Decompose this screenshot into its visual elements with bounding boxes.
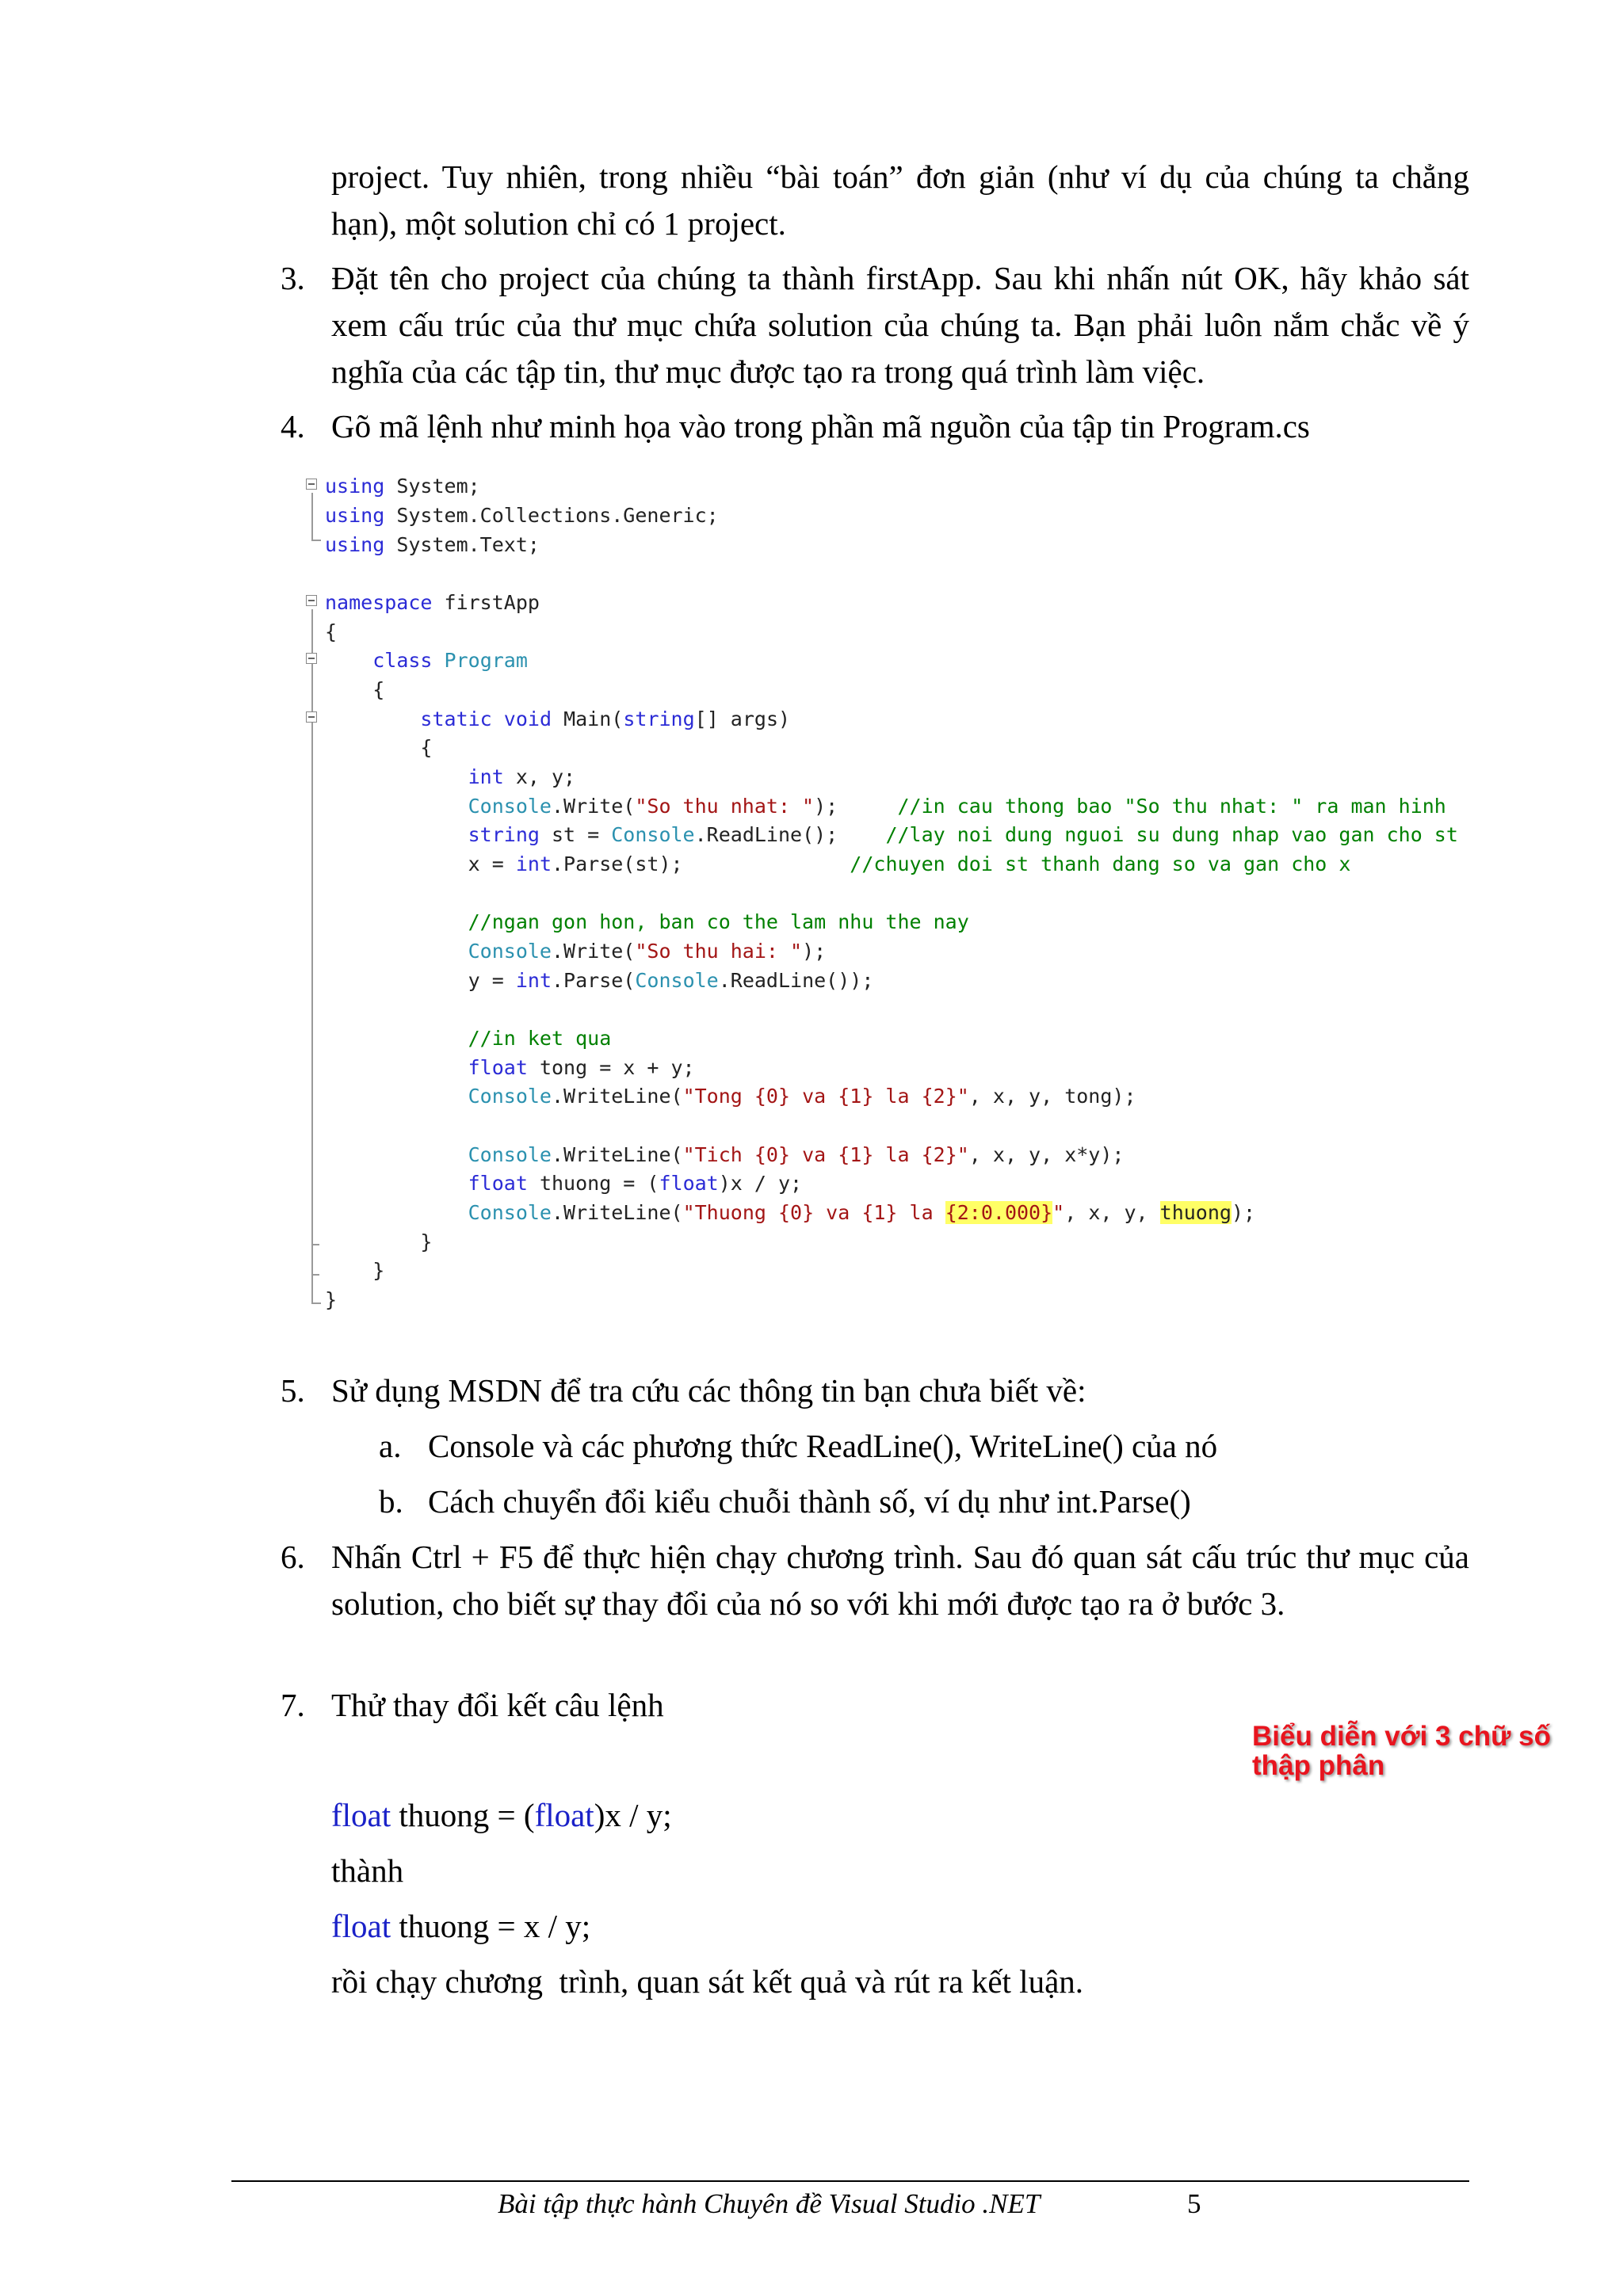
code-line: using System.Text; [325,533,540,556]
code-line: //in ket qua [468,1027,612,1050]
sub-item-letter: b. [379,1483,403,1520]
code-line: { [420,736,433,759]
footer-title: Bài tập thực hành Chuyên đề Visual Studio .NET [498,2188,1041,2219]
collapse-icon [306,479,317,490]
list-item-text: Thử thay đổi kết câu lệnh [331,1687,664,1723]
sub-item-text: Console và các phương thức ReadLine(), WriteLine() của nó [428,1428,1218,1464]
code-line: //ngan gon hon, ban co the lam nhu the nay [468,910,969,933]
code-line: int x, y; [468,765,576,788]
code-line: { [325,620,338,643]
sub-item-text: Cách chuyển đổi kiểu chuỗi thành số, ví dụ như int.Parse() [428,1483,1191,1520]
code-line: float tong = x + y; [468,1056,695,1079]
code-line: string st = Console.ReadLine(); //lay noi dung nguoi su dung nhap vao gan cho st [468,823,1458,846]
sub-item-letter: a. [379,1428,402,1464]
code-line: class Program [372,649,528,672]
snippet-line-1: float thuong = (float)x / y; [331,1797,672,1833]
code-line: float thuong = (float)x / y; [468,1172,803,1195]
list-item-text: Nhấn Ctrl + F5 để thực hiện chạy chương trình. Sau đó quan sát cấu trúc thư mục của solution, cho biết sự thay đổi của nó so với khi mới được tạo ra ở bước 3. [331,1539,1469,1622]
code-line: } [372,1259,385,1282]
footer-divider [231,2180,1469,2182]
code-line: { [372,678,385,701]
code-line: Console.Write("So thu nhat: "); //in cau thong bao "So thu nhat: " ra man hinh [468,795,1446,818]
list-number: 4. [281,408,305,444]
collapse-icon [306,711,317,723]
code-line: using System.Collections.Generic; [325,504,719,527]
intro-paragraph: project. Tuy nhiên, trong nhiều “bài toán” đơn giản (như ví dụ của chúng ta chẳng hạn), một solution chỉ có 1 project. [331,158,1469,242]
code-line: Console.Write("So thu hai: "); [468,940,827,963]
format-highlight: {2:0.000} [945,1201,1053,1224]
list-item-text: Gõ mã lệnh như minh họa vào trong phần mã nguồn của tập tin Program.cs [331,408,1310,444]
list-number: 7. [281,1687,305,1723]
list-item-text: Sử dụng MSDN để tra cứu các thông tin bạn chưa biết về: [331,1372,1086,1409]
code-line: } [325,1288,338,1311]
snippet-line-2: float thuong = x / y; [331,1908,591,1944]
code-line: Console.WriteLine("Tong {0} va {1} la {2}", x, y, tong); [468,1085,1136,1108]
list-number: 5. [281,1372,305,1409]
code-line: namespace firstApp [325,591,540,614]
variable-highlight: thuong [1159,1201,1232,1224]
collapse-icon [306,595,317,606]
list-item-text: Đặt tên cho project của chúng ta thành firstApp. Sau khi nhấn nút OK, hãy khảo sát xem cấu trúc của thư mục chứa solution của chúng ta. Bạn phải luôn nắm chắc về ý nghĩa của các tập tin, thư mục được tạo ra trong quá trình làm việc. [331,260,1469,390]
list-number: 6. [281,1539,305,1575]
code-line: x = int.Parse(st); //chuyen doi st thanh dang so va gan cho x [468,852,1351,875]
code-line: static void Main(string[] args) [420,707,791,730]
code-line: using System; [325,475,480,498]
conclusion-line: rồi chạy chương trình, quan sát kết quả và rút ra kết luận. [331,1963,1084,2000]
code-line: Console.WriteLine("Thuong {0} va {1} la {2:0.000}", x, y, thuong); [468,1201,1256,1224]
code-line: } [420,1230,433,1253]
code-line: Console.WriteLine("Tich {0} va {1} la {2}", x, y, x*y); [468,1143,1125,1166]
page-number: 5 [1187,2188,1201,2219]
code-gutter [301,469,325,1325]
code-line: y = int.Parse(Console.ReadLine()); [468,969,874,992]
annotation-label: Biểu diễn với 3 chữ số thập phân [1252,1721,1551,1781]
list-number: 3. [281,260,305,296]
collapse-icon [306,653,317,664]
snippet-word: thành [331,1852,404,1889]
